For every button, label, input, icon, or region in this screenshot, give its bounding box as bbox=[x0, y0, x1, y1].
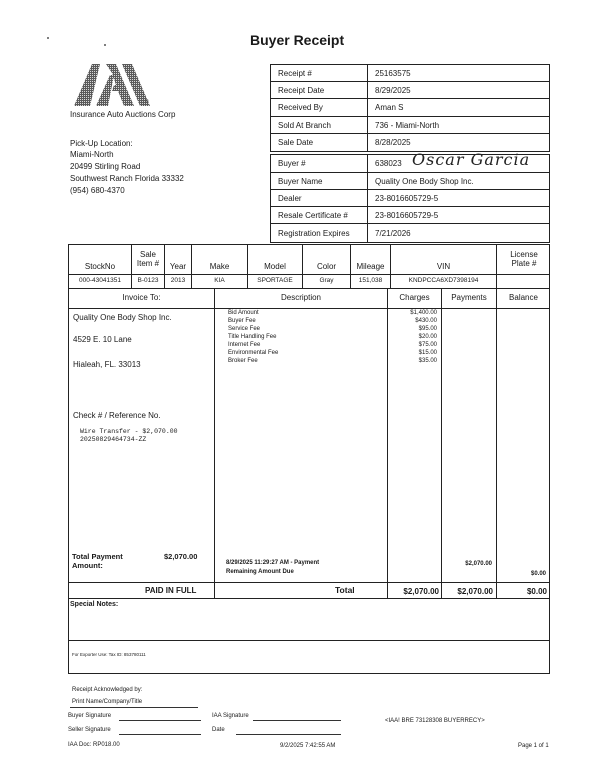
vehicle-sale-item: B-0123 bbox=[137, 277, 159, 284]
company-name: Insurance Auto Auctions Corp bbox=[70, 110, 176, 119]
document-id: IAA Doc: RP018.00 bbox=[68, 742, 120, 748]
col-header-sale-item: Sale Item # bbox=[136, 250, 160, 269]
col-header-color: Color bbox=[316, 262, 337, 271]
svg-text:®: ® bbox=[145, 99, 149, 105]
receipt-number-value: 25163575 bbox=[375, 68, 411, 78]
vehicle-color: Gray bbox=[319, 277, 334, 284]
fee-amount: $95.00 bbox=[418, 326, 437, 332]
total-charges: $2,070.00 bbox=[403, 587, 439, 596]
fee-name: Buyer Fee bbox=[228, 318, 256, 324]
sale-date-value: 8/28/2025 bbox=[375, 138, 411, 147]
pickup-line: Southwest Ranch Florida 33332 bbox=[70, 174, 184, 183]
total-payment-label: Total Payment Amount: bbox=[72, 552, 123, 570]
buyer-number-value: 638023 bbox=[375, 159, 402, 168]
pickup-line: Miami-North bbox=[70, 150, 114, 159]
col-header-stockno: StockNo bbox=[84, 262, 116, 271]
fee-amount: $15.00 bbox=[418, 350, 437, 356]
total-balance: $0.00 bbox=[526, 587, 547, 596]
invoice-to-name: Quality One Body Shop Inc. bbox=[73, 313, 172, 322]
paid-in-full-label: PAID IN FULL bbox=[145, 586, 197, 595]
col-header-make: Make bbox=[209, 262, 230, 271]
sold-at-branch-value: 736 - Miami-North bbox=[375, 120, 440, 130]
exporter-tax-id: For Exporter Use: Tax ID: 853780111 bbox=[72, 652, 146, 657]
total-label: Total bbox=[335, 585, 355, 595]
invoice-to-header: Invoice To: bbox=[122, 293, 161, 302]
fee-name: Service Fee bbox=[228, 326, 261, 332]
vehicle-stockno: 000-43041351 bbox=[79, 277, 121, 284]
col-header-model: Model bbox=[264, 262, 286, 271]
pickup-line: (954) 680-4370 bbox=[70, 186, 125, 195]
fee-amount: $20.00 bbox=[418, 334, 437, 340]
special-notes-label: Special Notes: bbox=[70, 601, 119, 608]
check-reference-label: Check # / Reference No. bbox=[73, 411, 161, 420]
total-payment-value: $2,070.00 bbox=[164, 552, 198, 561]
date-label: Date bbox=[212, 727, 225, 733]
fee-name: Bid Amount bbox=[228, 310, 259, 316]
printed-timestamp: 9/2/2025 7:42:55 AM bbox=[280, 743, 336, 749]
fee-name: Broker Fee bbox=[228, 358, 258, 364]
charges-header: Charges bbox=[399, 293, 430, 302]
wire-reference-line: 20250829464734-ZZ bbox=[80, 436, 147, 443]
fee-amount: $75.00 bbox=[418, 342, 437, 348]
sold-at-branch-label: Sold At Branch bbox=[278, 120, 331, 130]
iaa-signature-label: IAA Signature bbox=[212, 713, 249, 719]
print-name-label: Print Name/Company/Title bbox=[72, 699, 143, 705]
buyer-name-value: Quality One Body Shop Inc. bbox=[375, 176, 474, 186]
registration-expires-label: Registration Expires bbox=[278, 228, 350, 238]
fee-name: Internet Fee bbox=[228, 342, 261, 348]
received-by-label: Received By bbox=[278, 103, 323, 112]
fee-amount: $430.00 bbox=[415, 318, 437, 324]
scan-speck bbox=[47, 37, 49, 39]
iaa-logo bbox=[72, 63, 152, 107]
buyer-signature: Oscar Garcia bbox=[412, 150, 531, 169]
vehicle-year: 2013 bbox=[170, 277, 186, 284]
scan-speck bbox=[104, 44, 106, 46]
wire-transfer-line: Wire Transfer - $2,070.00 bbox=[80, 428, 178, 435]
receipt-acknowledged-label: Receipt Acknowledged by: bbox=[72, 687, 143, 693]
remaining-due-line: Remaining Amount Due bbox=[226, 569, 294, 575]
buyer-number-label: Buyer # bbox=[278, 159, 306, 168]
barcode-text: <IAA! BRE 73128308 BUYERRECY> bbox=[385, 718, 485, 724]
payment-amount: $2,070.00 bbox=[465, 561, 492, 567]
vehicle-model: SPORTAGE bbox=[257, 277, 293, 284]
fee-amount: $35.00 bbox=[418, 358, 437, 364]
vehicle-mileage: 151,038 bbox=[358, 277, 383, 284]
fee-name: Title Handling Fee bbox=[228, 334, 277, 340]
buyer-signature-label: Buyer Signature bbox=[68, 713, 112, 719]
receipt-number-label: Receipt # bbox=[278, 68, 312, 78]
total-payments: $2,070.00 bbox=[457, 587, 493, 596]
payments-header: Payments bbox=[451, 293, 487, 302]
dealer-value: 23-8016605729-5 bbox=[375, 193, 439, 203]
pickup-line: 20499 Stirling Road bbox=[70, 162, 141, 171]
balance-header: Balance bbox=[509, 293, 538, 302]
description-header: Description bbox=[280, 293, 321, 302]
receipt-date-value: 8/29/2025 bbox=[375, 85, 411, 95]
page-title: Buyer Receipt bbox=[250, 32, 345, 48]
fee-name: Environmental Fee bbox=[228, 350, 279, 356]
invoice-to-address: 4529 E. 10 Lane bbox=[73, 335, 132, 344]
received-by-value: Aman S bbox=[375, 103, 404, 112]
sale-date-label: Sale Date bbox=[278, 138, 314, 147]
vehicle-vin: KNDPCCA6XD7398194 bbox=[408, 277, 479, 284]
resale-certificate-label: Resale Certificate # bbox=[278, 210, 348, 220]
fee-amount: $1,400.00 bbox=[410, 310, 437, 316]
vehicle-make: KIA bbox=[214, 277, 225, 284]
col-header-year: Year bbox=[169, 262, 187, 271]
col-header-vin: VIN bbox=[436, 262, 451, 271]
buyer-name-label: Buyer Name bbox=[278, 176, 323, 186]
col-header-mileage: Mileage bbox=[356, 262, 385, 271]
invoice-to-city: Hialeah, FL. 33013 bbox=[73, 360, 141, 369]
dealer-label: Dealer bbox=[278, 193, 302, 203]
seller-signature-label: Seller Signature bbox=[68, 727, 111, 733]
page-number: Page 1 of 1 bbox=[518, 743, 549, 749]
pickup-heading: Pick-Up Location: bbox=[70, 139, 133, 148]
resale-certificate-value: 23-8016605729-5 bbox=[375, 210, 439, 220]
registration-expires-value: 7/21/2026 bbox=[375, 228, 411, 238]
remaining-balance: $0.00 bbox=[530, 571, 546, 577]
receipt-date-label: Receipt Date bbox=[278, 85, 325, 95]
col-header-license-plate: License Plate # bbox=[510, 250, 538, 269]
payment-line: 8/29/2025 11:29:27 AM - Payment bbox=[226, 560, 320, 566]
